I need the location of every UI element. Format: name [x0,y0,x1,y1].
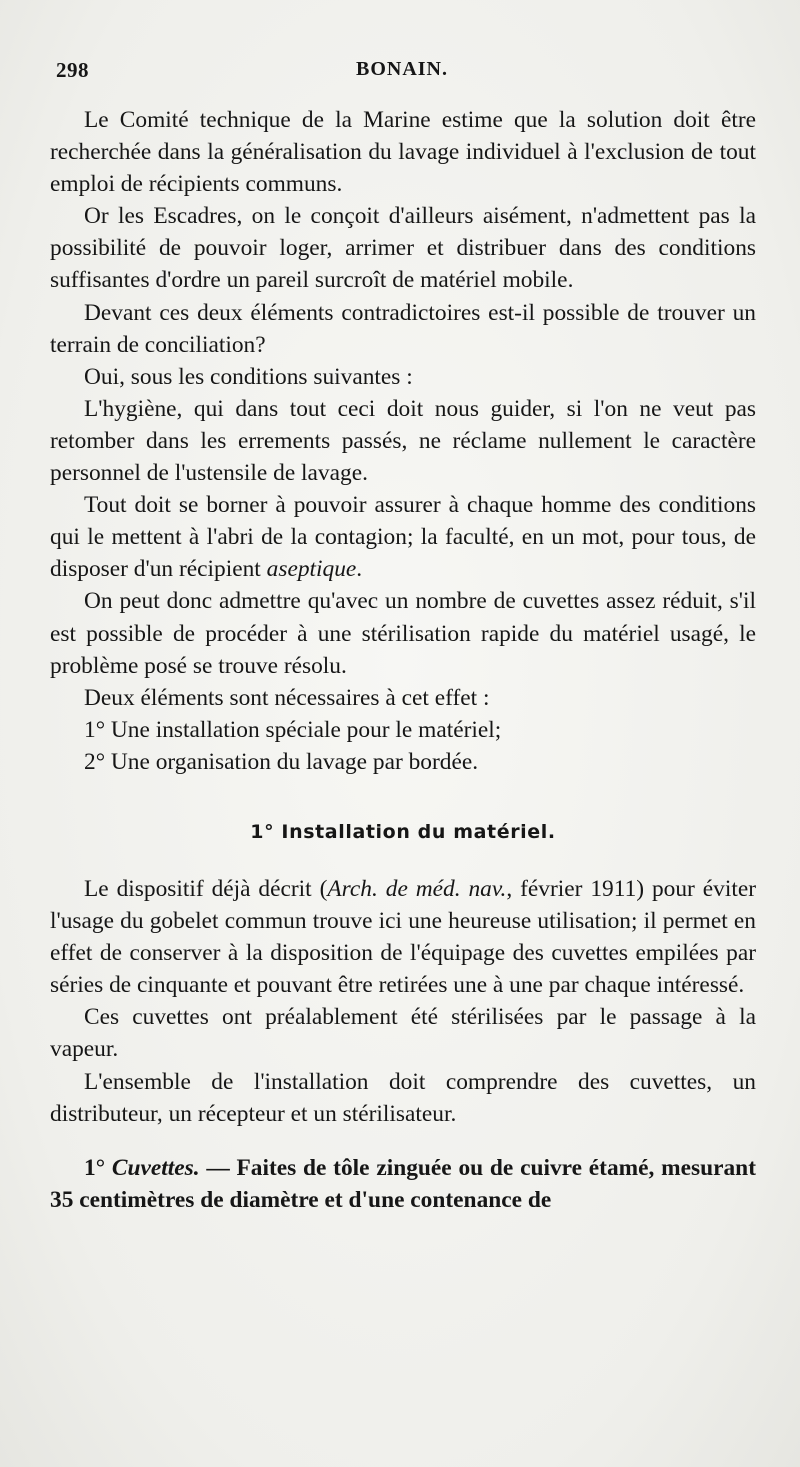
page-number: 298 [56,58,89,82]
paragraph-dispositif [50,873,756,1001]
italic-term: aseptique [266,556,357,583]
text-run: Le dispositif déjà décrit ( [84,875,328,902]
paragraph: Le Comité technique de la Marine estime que la solution doit être recherchée dans la généralisation du lavage individuel à l'exclusion de tout emploi de récipients communs. [50,107,756,198]
paragraph: Deux éléments sont nécessaires à cet effet : [84,684,490,711]
paragraph: L'ensemble de l'installation doit comprendre des cuvettes, un distributeur, un récepteur et un stérilisateur. [50,1068,756,1127]
paragraph: Devant ces deux éléments contradictoires est-il possible de trouver un terrain de conciliation? [50,299,756,358]
item-title: Cuvettes. [111,1154,200,1181]
spacer [50,1130,756,1152]
paragraph: Oui, sous les conditions suivantes : [84,363,413,390]
list-item: 1° Une installation spéciale pour le matériel; [84,716,502,743]
section-title: 1° Installation du matériel. [250,820,556,843]
list-item: 2° Une organisation du lavage par bordée. [84,748,479,775]
text-run: Tout doit se borner à pouvoir assurer à chaque homme des conditions qui le mettent à l'abri de la contagion; la faculté, en un mot, pour tous, de disposer d'un récipient [50,492,756,583]
paragraph: Or les Escadres, on le conçoit d'ailleurs aisément, n'admettent pas la possibilité de pouvoir loger, arrimer et distribuer dans des conditions suffisantes d'ordre un pareil surcroît de matériel mobile. [50,203,756,294]
citation: Arch. de méd. nav. [327,875,507,902]
paragraph: L'hygiène, qui dans tout ceci doit nous guider, si l'on ne veut pas retomber dans les errements passés, ne réclame nullement le caractère personnel de l'ustensile de lavage. [50,395,756,487]
text-run: , février 1911) pour éviter l'usage du gobelet commun trouve ici une heureuse utilisation; il permet en effet de conserver à la disposition de l'équipage des cuvettes empilées par séries de cinquante et pouvant être retirées une à une par chaque intéressé. [50,875,756,999]
text-run: . [356,556,363,583]
paragraph: On peut donc admettre qu'avec un nombre de cuvettes assez réduit, s'il est possible de procéder à une stérilisation rapide du matériel usagé, le problème posé se trouve résolu. [50,588,756,679]
item-number: 1° [84,1154,106,1181]
body-text [50,104,756,1216]
text-run: — Faites de tôle zinguée ou de cuivre étamé, mesurant 35 centimètres de diamètre et d'une contenance de [50,1154,756,1213]
running-head: BONAIN. [355,58,448,80]
page-header [56,58,748,94]
paragraph: Ces cuvettes ont préalablement été stérilisées par le passage à la vapeur. [50,1004,756,1063]
paragraph-aseptique [50,489,756,585]
paragraph-cuvettes [50,1152,756,1216]
